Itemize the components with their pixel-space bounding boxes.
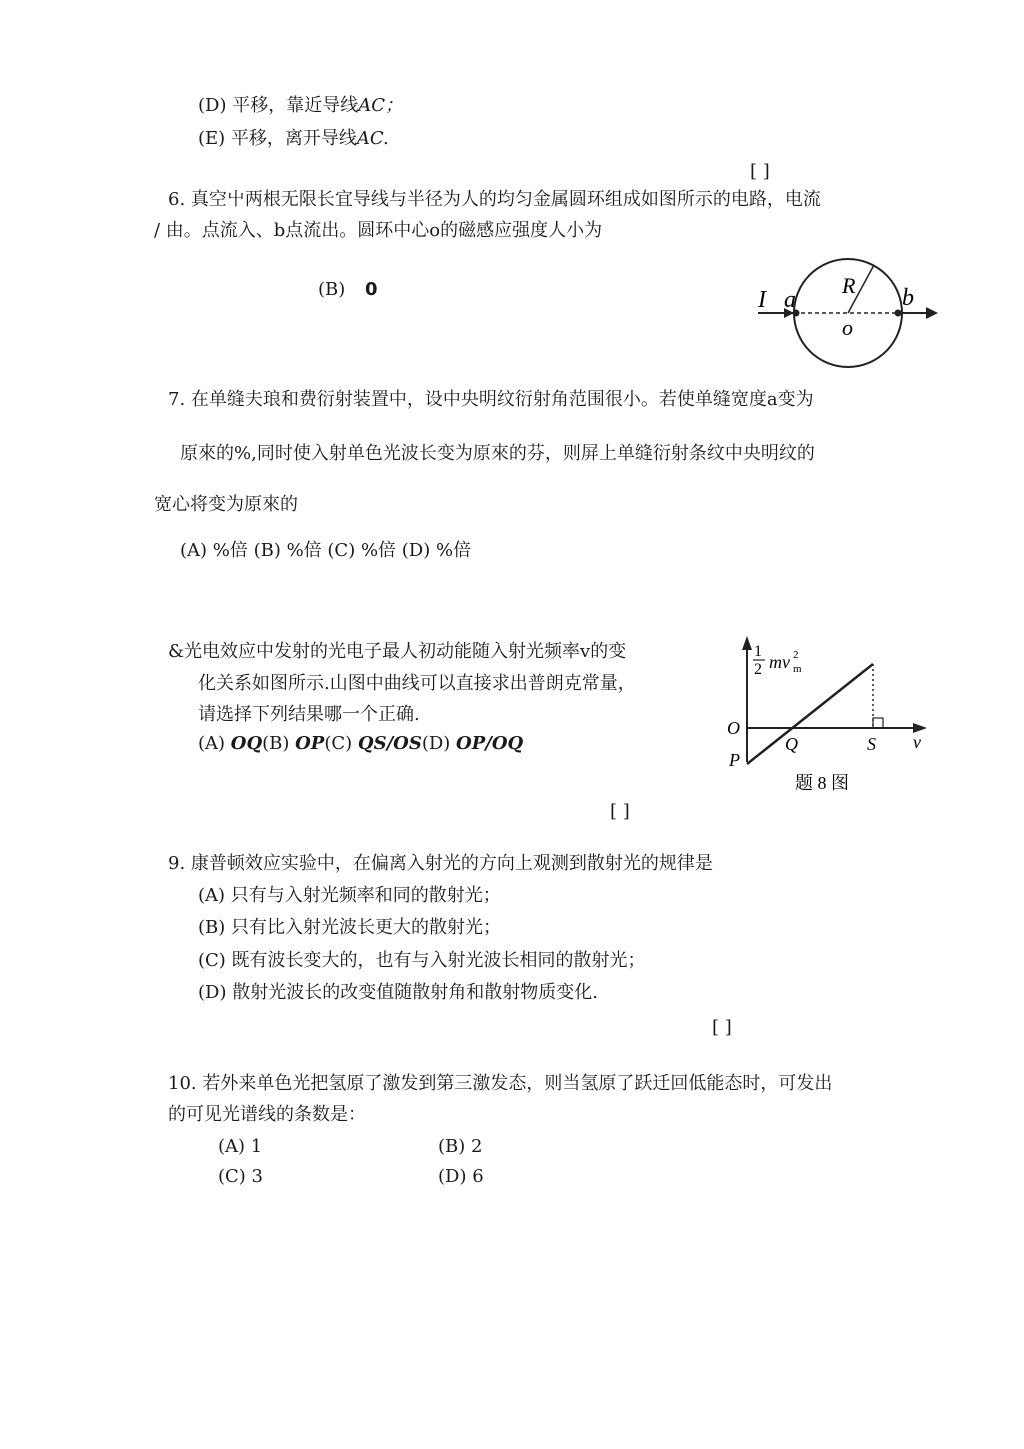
- right-angle-mark: [873, 718, 883, 728]
- q10-option-b: (B) 2: [438, 1136, 483, 1157]
- q10-option-a: (A) 1: [218, 1136, 263, 1157]
- label-O: O: [727, 718, 740, 738]
- q9-option-b: (B) 只有比入射光波长更大的散射光；: [198, 917, 501, 938]
- q9-option-c: (C) 既有波长变大的，也有与入射光波长相同的散射光；: [198, 950, 646, 971]
- ylabel-mv: mv: [769, 652, 790, 672]
- label-a: a: [784, 287, 796, 313]
- q5-option-d-text: (D) 平移，靠近导线: [198, 95, 359, 116]
- label-R: R: [842, 273, 856, 298]
- q5-option-e-text: (E) 平移，离开导线: [198, 128, 357, 149]
- q10-option-c: (C) 3: [218, 1166, 263, 1187]
- q8-line-3: 请选择下列结果哪一个正确.: [198, 704, 420, 725]
- label-v: v: [913, 732, 921, 752]
- label-Q: Q: [785, 734, 798, 754]
- label-o: o: [842, 315, 853, 340]
- q8-photoelectric-graph: [715, 632, 940, 802]
- q5-option-e-symbol: AC.: [356, 128, 389, 149]
- q8-option-d-label: (D): [421, 733, 457, 754]
- ek-vs-frequency-line: [747, 664, 873, 764]
- q5-option-d-symbol: AC；: [358, 95, 403, 116]
- q7-line-1: 7. 在单缝夫琅和费衍射装置中，设中央明纹衍射角范围很小。若使单缝宽度a变为: [168, 389, 814, 410]
- q6-option-b-value: 0: [365, 279, 378, 300]
- q10-line-1: 10. 若外来单色光把氢原了激发到第三激发态，则当氢原了跃迁回低能态时，可发出: [168, 1073, 833, 1094]
- q7-line-3: 宽心将变为原來的: [154, 494, 298, 515]
- q8-option-b-label: (B): [262, 733, 296, 754]
- q9-option-a: (A) 只有与入射光频率和同的散射光；: [198, 885, 501, 906]
- q9-answer-bracket: [ ]: [712, 1017, 732, 1038]
- q7-line-2: 原來的%,同时使入射单色光波长变为原來的芬，则屏上单缝衍射条纹中央明纹的: [180, 443, 815, 464]
- q6-option-b: [318, 278, 378, 302]
- current-out-arrow: [926, 307, 938, 319]
- label-I: I: [758, 287, 766, 313]
- q8-line-2: 化关系如图所示.山图中曲线可以直接求出普朗克常量，: [198, 673, 636, 694]
- q8-option-c-symbol: QS/OS: [357, 733, 422, 754]
- q10-line-2: 的可见光谱线的条数是：: [168, 1104, 366, 1125]
- label-S: S: [867, 734, 876, 754]
- q6-line-1: 6. 真空屮两根无限长宜导线与半径为人的均匀金属圆环组成如图所示的电路，电流: [168, 189, 821, 210]
- label-P: P: [729, 750, 740, 770]
- q8-option-d-symbol: OP/OQ: [456, 733, 524, 754]
- y-axis-arrow: [742, 636, 752, 650]
- figure-caption: 题 8 图: [795, 773, 849, 793]
- point-b: [895, 310, 902, 317]
- ylabel-denominator: 2: [754, 661, 762, 678]
- q6-circuit-figure: [750, 255, 950, 375]
- q5-option-d: [198, 94, 403, 118]
- label-b: b: [902, 285, 914, 311]
- ylabel-subscript: m: [793, 663, 802, 675]
- ylabel-superscript: 2: [793, 649, 799, 661]
- q8-option-a-label: (A): [198, 733, 231, 754]
- q9-line-1: 9. 康普顿效应实验中，在偏离入射光的方向上观测到散射光的规律是: [168, 853, 713, 874]
- q5-option-e: [198, 127, 389, 151]
- q8-answer-bracket: [ ]: [610, 801, 630, 822]
- q5-answer-bracket: [ ]: [750, 161, 770, 182]
- q10-option-d: (D) 6: [438, 1166, 484, 1187]
- q8-option-b-symbol: OP: [295, 733, 325, 754]
- q7-options: (A) %倍 (B) %倍 (C) %倍 (D) %倍: [180, 540, 472, 561]
- ylabel-numerator: 1: [754, 643, 762, 660]
- q9-option-d: (D) 散射光波长的改变值随散射角和散射物质变化.: [198, 982, 598, 1003]
- q6-line-2: / 由。点流入、b点流出。圆环中心o的磁感应强度人小为: [154, 220, 603, 241]
- q8-option-c-label: (C): [324, 733, 358, 754]
- q6-option-b-label: (B): [318, 279, 346, 300]
- q8-options: [198, 732, 523, 756]
- q8-line-1: &光电效应中发射的光电子最人初动能随入射光频率v的变: [168, 641, 627, 662]
- q8-option-a-symbol: OQ: [230, 733, 263, 754]
